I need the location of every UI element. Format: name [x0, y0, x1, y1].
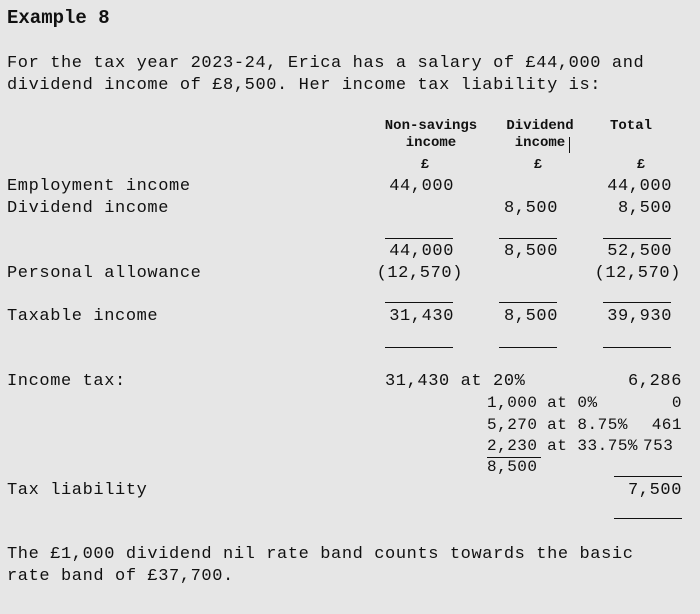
currency-total: £ [636, 157, 646, 173]
row-dividend-total: 8,500 [617, 199, 672, 218]
row-allowance-total: (12,570) [594, 264, 681, 283]
text-cursor [569, 137, 570, 153]
rule-below-taxable-nonsavings [385, 347, 453, 348]
example-title: Example 8 [7, 7, 110, 29]
dividend-band-tax-2: 461 [651, 416, 682, 434]
rule-below-taxable-dividend [499, 347, 557, 348]
row-taxable-label: Taxable income [7, 307, 159, 326]
rule-subtotal-total [603, 238, 671, 239]
income-tax-label: Income tax: [7, 372, 126, 391]
footer-line-1: The £1,000 dividend nil rate band counts towards the basic [7, 545, 634, 564]
rule-liability-bottom [614, 518, 682, 519]
row-taxable-nonsavings: 31,430 [389, 307, 454, 326]
dividend-band-amount-1: 1,000 [487, 394, 538, 412]
rule-subtotal-nonsavings [385, 238, 453, 239]
footer-line-2: rate band of £37,700. [7, 567, 234, 586]
dividend-band-tax-1: 0 [671, 394, 682, 412]
row-subtotal-dividend: 8,500 [503, 242, 558, 261]
dividend-band-amount-3: 2,230 [487, 437, 538, 455]
col-header-nonsavings: Non-savings income [384, 118, 478, 151]
rule-subtotal-dividend [499, 238, 557, 239]
rule-below-taxable-total [603, 347, 671, 348]
row-allowance-label: Personal allowance [7, 264, 202, 283]
tax-liability-total: 7,500 [627, 481, 682, 500]
row-employment-label: Employment income [7, 177, 191, 196]
intro-line-2: dividend income of £8,500. Her income tax liability is: [7, 76, 602, 95]
tax-liability-label: Tax liability [7, 481, 148, 500]
row-dividend-label: Dividend income [7, 199, 170, 218]
currency-dividend: £ [533, 157, 543, 173]
col-header-dividend: Dividend income [506, 118, 574, 151]
row-allowance-nonsavings: (12,570) [376, 264, 463, 283]
intro-line-1: For the tax year 2023-24, Erica has a salary of £44,000 and [7, 54, 645, 73]
row-taxable-dividend: 8,500 [503, 307, 558, 326]
dividend-band-rate-3: at 33.75% [537, 437, 639, 455]
row-dividend-dividend: 8,500 [503, 199, 558, 218]
rule-taxable-dividend [499, 302, 557, 303]
row-taxable-total: 39,930 [607, 307, 672, 326]
rule-liability-top [614, 476, 682, 477]
currency-nonsavings: £ [420, 157, 430, 173]
dividend-band-tax-3: 753 [643, 437, 674, 455]
rule-taxable-total [603, 302, 671, 303]
row-employment-total: 44,000 [607, 177, 672, 196]
dividend-band-total: 8,500 [487, 458, 538, 476]
row-subtotal-total: 52,500 [607, 242, 672, 261]
rule-taxable-nonsavings [385, 302, 453, 303]
dividend-band-rate-1: at 0% [537, 394, 598, 412]
income-tax-first-line: 31,430 at 20% [385, 372, 526, 391]
col-header-total: Total [609, 118, 652, 134]
dividend-band-rate-2: at 8.75% [537, 416, 628, 434]
row-employment-nonsavings: 44,000 [389, 177, 454, 196]
dividend-band-amount-2: 5,270 [487, 416, 538, 434]
row-subtotal-nonsavings: 44,000 [389, 242, 454, 261]
income-tax-first-amount: 6,286 [627, 372, 682, 391]
